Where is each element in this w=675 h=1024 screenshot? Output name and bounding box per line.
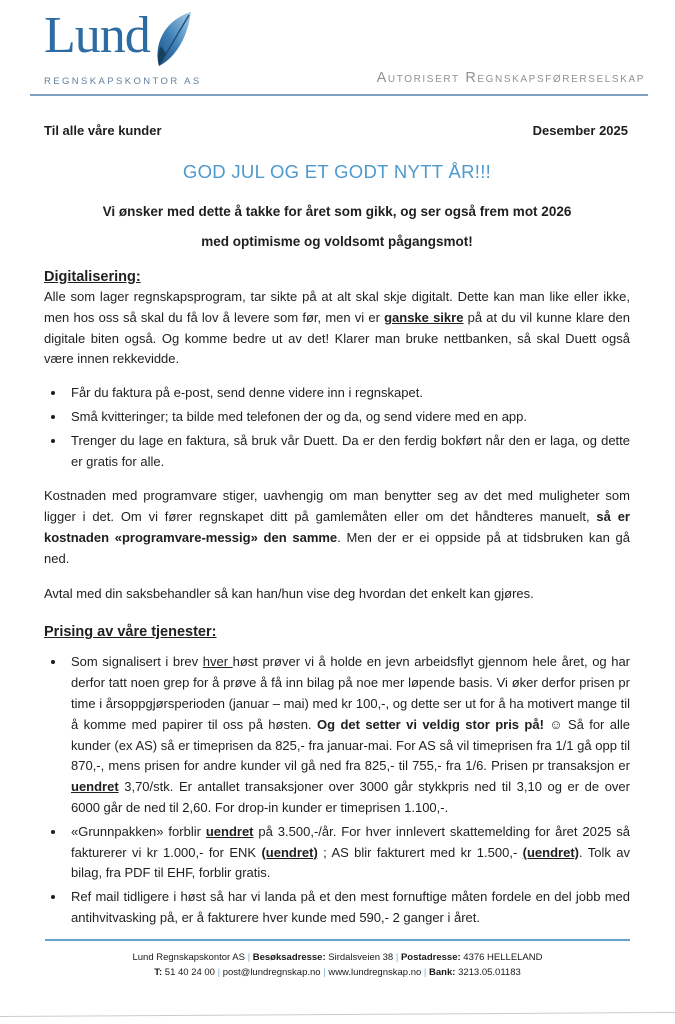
authorization-text: Autorisert Regnskapsførerselskap: [376, 70, 645, 86]
greeting-line-1: Vi ønsker med dette å takke for året som gikk, og ser også frem mot 2026: [102, 204, 572, 219]
feather-quill-icon: [152, 10, 194, 73]
greeting-line-2: med optimisme og voldsomt pågangsmot!: [201, 234, 473, 249]
list-item: • Som signalisert i brev hver høst prøver vi å holde en jevn arbeidsflyt gjennom hele året, og har derfor tatt noen grep for å prøve å få inn bilag på noe mer løpende basis. Vi øker derfor prisen pr time i årsoppgjørsperioden (januar – mai) med kr 100,-, og dette ser ut for å ha motivert mange til å komme med papirer til oss på høsten. Og det setter vi veldig stor pris på! ☺ Så for alle kunder (ex AS) så er timeprisen da 825,- fra januar-mai. For AS så vil timeprisen fra 1/1 gå opp til 870,-, mens prisen for andre kunder vil gå ned fra 825,- til 755,- fra 1/6. Prisen pr transaksjon er uendret 3,70/stk. Er antallet transaksjoner over 3000 går stykkpris ned til 3,10 og er de over 6000 går de ned til 2,60. For drop-in kunder er timeprisen 1.100,-.: [66, 652, 630, 818]
address-row: [44, 123, 630, 138]
footer: [0, 939, 675, 980]
digitalisering-intro: Alle som lager regnskapsprogram, tar sikte på at alt skal skje digitalt. Dette kan man like eller ikke, men hos oss så skal du få lov å levere som før, men vi er ganske sikre på at du vil kunne klare den digitale biten også. Og komme bedre ut av det! Klarer man bruke nettbanken, så skal Duett også være innen rekkevidde.: [44, 289, 630, 367]
footer-line-2: T: 51 40 24 00 | post@lundregnskap.no | www.lundregnskap.no | Bank: 3213.05.01183: [154, 966, 521, 978]
list-item: • Små kvitteringer; ta bilde med telefonen der og da, og send videre med en app.: [66, 407, 630, 428]
prising-list: [44, 652, 630, 928]
list-item: • «Grunnpakken» forblir uendret på 3.500,-/år. For hver innlevert skattemelding for året 2025 så fakturerer vi kr 1.000,- for ENK (uendret) ; AS blir fakturert med kr 1.500,- (uendret). Tolk av bilag, fra PDF til EHF, forblir gratis.: [66, 822, 630, 884]
list-item: • Trenger du lage en faktura, så bruk vår Duett. Da er den ferdig bokført når den er laga, og dette er gratis for alle.: [66, 431, 630, 473]
letterhead: [0, 0, 675, 87]
section-heading-digitalisering: Digitalisering:: [44, 269, 141, 285]
greeting-title: GOD JUL OG ET GODT NYTT ÅR!!!: [182, 161, 492, 182]
footer-divider: [45, 939, 630, 941]
paragraph-contact-advisor: Avtal med din saksbehandler så kan han/hun vise deg hvordan det enkelt kan gjøres.: [44, 585, 534, 601]
list-item: • Får du faktura på e-post, send denne videre inn i regnskapet.: [66, 383, 630, 404]
scan-artifact-line: [0, 1012, 675, 1017]
list-item: • Ref mail tidligere i høst så har vi landa på et den mest fornuftige måten fordele en del jobb med antihvitvasking på, er å fakturere hver kunde med 590,- 2 ganger i året.: [66, 887, 630, 929]
recipient-line: Til alle våre kunder: [44, 123, 162, 138]
section-heading-prising: Prising av våre tjenester:: [44, 624, 217, 641]
digitalisering-list: [44, 383, 630, 472]
letter-date: Desember 2025: [532, 123, 628, 138]
company-logo: [44, 7, 202, 87]
logo-subtitle: REGNSKAPSKONTOR AS: [44, 76, 202, 87]
paragraph-software-cost: Kostnaden med programvare stiger, uavhengig om man benytter seg av det med muligheter som ligger i det. Om vi fører regnskapet ditt på gamlemåten eller om det håndteres manuelt, så er kostnaden «programvare-messig» den samme. Men der er ei oppside på at tidsbruken kan gå ned.: [44, 488, 630, 566]
letter-body: [0, 123, 675, 929]
header-divider: [30, 94, 648, 96]
logo-wordmark: Lund: [44, 7, 150, 64]
footer-line-1: Lund Regnskapskontor AS | Besøksadresse: Sirdalsveien 38 | Postadresse: 4376 HELLELAND: [132, 951, 543, 963]
